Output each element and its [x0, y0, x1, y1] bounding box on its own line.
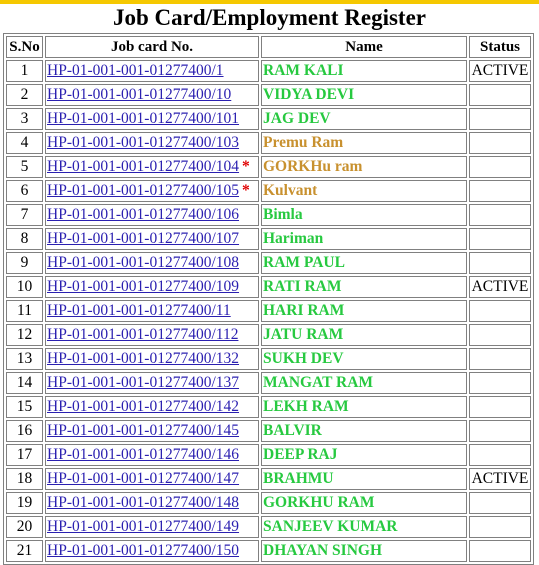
row-name: Premu Ram [261, 132, 467, 154]
column-header-status: Status [469, 36, 531, 58]
row-status [469, 420, 531, 442]
table-row [6, 276, 531, 298]
row-job-card-cell [45, 204, 259, 226]
row-name: LEKH RAM [261, 396, 467, 418]
row-status [469, 516, 531, 538]
job-card-link[interactable]: HP-01-001-001-01277400/146 [47, 446, 240, 463]
table-row [6, 252, 531, 274]
row-name: GORKHU RAM [261, 492, 467, 514]
row-name: MANGAT RAM [261, 372, 467, 394]
row-sno: 6 [6, 180, 43, 202]
row-job-card-cell [45, 444, 259, 466]
row-name: VIDYA DEVI [261, 84, 467, 106]
table-row [6, 60, 531, 82]
table-row [6, 204, 531, 226]
row-job-card-cell [45, 420, 259, 442]
row-name: BRAHMU [261, 468, 467, 490]
row-status [469, 252, 531, 274]
asterisk-marker: * [242, 158, 250, 175]
job-card-link[interactable]: HP-01-001-001-01277400/148 [47, 494, 240, 511]
row-status [469, 324, 531, 346]
table-row [6, 180, 531, 202]
job-card-link[interactable]: HP-01-001-001-01277400/11 [47, 302, 231, 319]
table-row [6, 300, 531, 322]
job-card-register-table [3, 33, 534, 565]
job-card-link[interactable]: HP-01-001-001-01277400/107 [47, 230, 240, 247]
row-job-card-cell [45, 156, 259, 178]
row-job-card-cell [45, 540, 259, 562]
job-card-link[interactable]: HP-01-001-001-01277400/106 [47, 206, 240, 223]
table-row [6, 444, 531, 466]
table-row [6, 516, 531, 538]
row-sno: 16 [6, 420, 43, 442]
column-header-name: Name [261, 36, 467, 58]
row-name: Bimla [261, 204, 467, 226]
row-job-card-cell [45, 132, 259, 154]
row-sno: 20 [6, 516, 43, 538]
row-sno: 19 [6, 492, 43, 514]
job-card-link[interactable]: HP-01-001-001-01277400/150 [47, 542, 240, 559]
row-job-card-cell [45, 396, 259, 418]
row-sno: 7 [6, 204, 43, 226]
row-sno: 14 [6, 372, 43, 394]
row-name: JATU RAM [261, 324, 467, 346]
row-name: Hariman [261, 228, 467, 250]
row-name: SUKH DEV [261, 348, 467, 370]
job-card-link[interactable]: HP-01-001-001-01277400/1 [47, 62, 224, 79]
table-row [6, 420, 531, 442]
job-card-link[interactable]: HP-01-001-001-01277400/101 [47, 110, 240, 127]
job-card-link[interactable]: HP-01-001-001-01277400/147 [47, 470, 240, 487]
row-status: ACTIVE [469, 468, 531, 490]
job-card-link[interactable]: HP-01-001-001-01277400/137 [47, 374, 240, 391]
row-sno: 8 [6, 228, 43, 250]
table-row [6, 468, 531, 490]
row-name: RAM PAUL [261, 252, 467, 274]
row-job-card-cell [45, 492, 259, 514]
row-status [469, 84, 531, 106]
row-job-card-cell [45, 60, 259, 82]
row-name: GORKHu ram [261, 156, 467, 178]
row-status [469, 180, 531, 202]
row-job-card-cell [45, 252, 259, 274]
table-row [6, 156, 531, 178]
row-sno: 2 [6, 84, 43, 106]
row-name: RATI RAM [261, 276, 467, 298]
row-sno: 1 [6, 60, 43, 82]
job-card-link[interactable]: HP-01-001-001-01277400/10 [47, 86, 232, 103]
row-sno: 12 [6, 324, 43, 346]
row-job-card-cell [45, 300, 259, 322]
row-job-card-cell [45, 276, 259, 298]
job-card-link[interactable]: HP-01-001-001-01277400/145 [47, 422, 240, 439]
row-name: BALVIR [261, 420, 467, 442]
row-job-card-cell [45, 180, 259, 202]
table-row [6, 132, 531, 154]
row-sno: 9 [6, 252, 43, 274]
page-title: Job Card/Employment Register [112, 5, 427, 30]
job-card-link[interactable]: HP-01-001-001-01277400/108 [47, 254, 240, 271]
row-sno: 18 [6, 468, 43, 490]
row-job-card-cell [45, 108, 259, 130]
row-name: HARI RAM [261, 300, 467, 322]
row-status [469, 204, 531, 226]
row-sno: 4 [6, 132, 43, 154]
row-status [469, 348, 531, 370]
table-row [6, 228, 531, 250]
job-card-link[interactable]: HP-01-001-001-01277400/149 [47, 518, 240, 535]
row-status [469, 492, 531, 514]
row-name: DEEP RAJ [261, 444, 467, 466]
row-name: Kulvant [261, 180, 467, 202]
row-job-card-cell [45, 324, 259, 346]
row-status [469, 156, 531, 178]
row-sno: 21 [6, 540, 43, 562]
row-sno: 5 [6, 156, 43, 178]
row-job-card-cell [45, 84, 259, 106]
job-card-link[interactable]: HP-01-001-001-01277400/112 [47, 326, 239, 343]
top-accent-bar [0, 0, 539, 4]
row-sno: 17 [6, 444, 43, 466]
row-job-card-cell [45, 372, 259, 394]
job-card-link[interactable]: HP-01-001-001-01277400/109 [47, 278, 240, 295]
row-status [469, 228, 531, 250]
row-status [469, 396, 531, 418]
row-status: ACTIVE [469, 60, 531, 82]
table-row [6, 540, 531, 562]
table-row [6, 492, 531, 514]
row-status [469, 300, 531, 322]
row-status [469, 108, 531, 130]
table-row [6, 324, 531, 346]
column-header-job-card: Job card No. [45, 36, 259, 58]
job-card-link[interactable]: HP-01-001-001-01277400/105 [47, 182, 240, 199]
table-row [6, 348, 531, 370]
row-status [469, 372, 531, 394]
row-name: RAM KALI [261, 60, 467, 82]
row-job-card-cell [45, 468, 259, 490]
table-row [6, 84, 531, 106]
row-name: JAG DEV [261, 108, 467, 130]
row-sno: 10 [6, 276, 43, 298]
table-header-row [6, 36, 531, 58]
row-sno: 15 [6, 396, 43, 418]
row-status [469, 132, 531, 154]
row-name: SANJEEV KUMAR [261, 516, 467, 538]
table-row [6, 108, 531, 130]
asterisk-marker: * [242, 182, 250, 199]
job-card-link[interactable]: HP-01-001-001-01277400/142 [47, 398, 240, 415]
row-sno: 11 [6, 300, 43, 322]
job-card-link[interactable]: HP-01-001-001-01277400/104 [47, 158, 240, 175]
row-job-card-cell [45, 228, 259, 250]
row-status [469, 444, 531, 466]
row-job-card-cell [45, 516, 259, 538]
row-status: ACTIVE [469, 276, 531, 298]
row-sno: 13 [6, 348, 43, 370]
column-header-sno: S.No [6, 36, 43, 58]
row-name: DHAYAN SINGH [261, 540, 467, 562]
table-row [6, 396, 531, 418]
job-card-link[interactable]: HP-01-001-001-01277400/132 [47, 350, 240, 367]
job-card-link[interactable]: HP-01-001-001-01277400/103 [47, 134, 240, 151]
row-job-card-cell [45, 348, 259, 370]
table-row [6, 372, 531, 394]
row-sno: 3 [6, 108, 43, 130]
row-status [469, 540, 531, 562]
